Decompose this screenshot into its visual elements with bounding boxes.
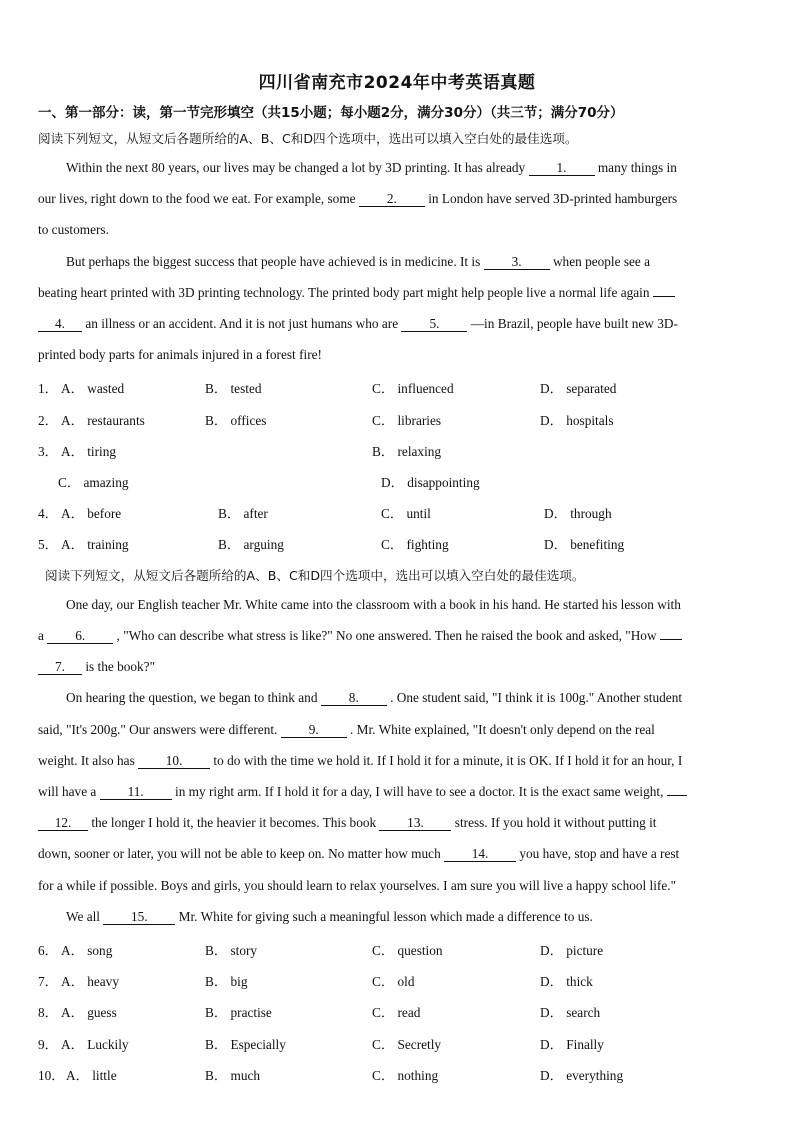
option-a: A． training (61, 537, 129, 552)
question-number: 10． (38, 1068, 65, 1083)
question-number: 8． (38, 1005, 58, 1020)
question-number: 2． (38, 413, 58, 428)
option-c: C． until (381, 506, 431, 521)
option-c: C． amazing (58, 475, 129, 490)
option-d: D． disappointing (381, 475, 480, 490)
option-c: C． question (372, 943, 443, 958)
passage2-line: will have a 11. in my right arm. If I hold it for a day, I will have to see a doctor. It is the exact same weight, (38, 784, 754, 800)
option-a: A． guess (61, 1005, 117, 1020)
option-a: A． wasted (61, 381, 125, 396)
option-a: A． little (66, 1068, 117, 1083)
option-d: D． thick (540, 974, 593, 989)
passage1-line: printed body parts for animals injured in a forest fire! (38, 347, 322, 362)
option-c: C． Secretly (372, 1037, 442, 1052)
option-d: D． picture (540, 943, 604, 958)
option-a: A． restaurants (61, 413, 145, 428)
option-b: B． story (205, 943, 258, 958)
option-a: A． before (61, 506, 122, 521)
option-b: B． relaxing (372, 444, 442, 459)
option-a: A． Luckily (61, 1037, 129, 1052)
passage1-line: 4. an illness or an accident. And it is not just humans who are 5. —in Brazil, people have built new 3D- (38, 316, 754, 332)
passage1-line: Within the next 80 years, our lives may be changed a lot by 3D printing. It has already 1. many things in (66, 160, 677, 175)
option-b: B． arguing (218, 537, 284, 552)
passage2-line: a 6. , "Who can describe what stress is like?" No one answered. Then he raised the book and asked, "How (38, 628, 754, 644)
blank-7-start (660, 639, 682, 640)
question-number: 7． (38, 974, 58, 989)
blank-13: 13. (379, 816, 451, 831)
page-title: 四川省南充市2024年中考英语真题 (258, 73, 536, 93)
blank-6: 6. (47, 629, 113, 644)
blank-8: 8. (321, 691, 387, 706)
blank-3: 3. (484, 255, 550, 270)
option-a: A． heavy (61, 974, 119, 989)
option-c: C． influenced (372, 381, 454, 396)
option-b: B． tested (205, 381, 262, 396)
passage2-line: weight. It also has 10. to do with the time we hold it. If I hold it for a minute, it is OK. If I hold it for an hour, I (38, 753, 683, 768)
section-heading: 一、第一部分：读，第一节完形填空（共15小题；每小题2分，满分30分）（共三节；满分70分） (38, 105, 624, 121)
blank-14: 14. (444, 847, 516, 862)
option-d: D． hospitals (540, 413, 614, 428)
instruction-1: 阅读下列短文，从短文后各题所给的A、B、C和D四个选项中，选出可以填入空白处的最佳选项。 (38, 131, 578, 146)
question-number: 4． (38, 506, 58, 521)
option-b: B． Especially (205, 1037, 286, 1052)
option-a: A． song (61, 943, 113, 958)
passage1-line: But perhaps the biggest success that people have achieved is in medicine. It is 3. when people see a (66, 254, 651, 269)
blank-12-start (667, 795, 687, 796)
passage2-line: for a while if possible. Boys and girls, you should learn to relax yourselves. I am sure you will live a happy school life." (38, 878, 677, 893)
blank-4: 4. (38, 317, 82, 332)
option-a: A． tiring (61, 444, 117, 459)
option-c: C． old (372, 974, 415, 989)
question-number: 1． (38, 381, 58, 396)
passage2-line: On hearing the question, we began to think and 8. . One student said, "I think it is 100g." Another student (66, 690, 683, 705)
blank-1: 1. (529, 161, 595, 176)
passage2-line: One day, our English teacher Mr. White came into the classroom with a book in his hand. He started his lesson with (66, 597, 681, 612)
passage2-line: said, "It's 200g." Our answers were different. 9. . Mr. White explained, "It doesn't only depend on the real (38, 722, 655, 737)
blank-9: 9. (281, 723, 347, 738)
instruction-2: 阅读下列短文，从短文后各题所给的A、B、C和D四个选项中，选出可以填入空白处的最佳选项。 (45, 568, 585, 583)
question-number: 3． (38, 444, 58, 459)
option-c: C． nothing (372, 1068, 439, 1083)
option-d: D． separated (540, 381, 617, 396)
blank-7: 7. (38, 660, 82, 675)
option-d: D． search (540, 1005, 601, 1020)
blank-5: 5. (401, 317, 467, 332)
passage2-line: 7. is the book?" (38, 659, 754, 675)
option-c: C． read (372, 1005, 421, 1020)
blank-11: 11. (100, 785, 172, 800)
blank-12: 12. (38, 816, 88, 831)
option-d: D． benefiting (544, 537, 625, 552)
option-b: B． practise (205, 1005, 272, 1020)
passage1-line: beating heart printed with 3D printing technology. The printed body part might help people live a normal life again (38, 285, 754, 301)
passage2-line: down, sooner or later, you will not be able to keep on. No matter how much 14. you have, stop and have a rest (38, 846, 680, 861)
option-d: D． Finally (540, 1037, 604, 1052)
question-number: 6． (38, 943, 58, 958)
question-number: 5． (38, 537, 58, 552)
passage2-line: We all 15. Mr. White for giving such a meaningful lesson which made a difference to us. (66, 909, 593, 924)
option-b: B． much (205, 1068, 261, 1083)
option-b: B． big (205, 974, 248, 989)
option-d: D． everything (540, 1068, 624, 1083)
option-b: B． offices (205, 413, 267, 428)
option-c: C． fighting (381, 537, 449, 552)
passage1-line: to customers. (38, 222, 109, 237)
blank-10: 10. (138, 754, 210, 769)
blank-2: 2. (359, 192, 425, 207)
question-number: 9． (38, 1037, 58, 1052)
option-d: D． through (544, 506, 612, 521)
blank-4-start (653, 296, 675, 297)
blank-15: 15. (103, 910, 175, 925)
option-b: B． after (218, 506, 268, 521)
option-c: C． libraries (372, 413, 442, 428)
passage1-line: our lives, right down to the food we eat. For example, some 2. in London have served 3D-printed hamburgers (38, 191, 678, 206)
passage2-line: 12. the longer I hold it, the heavier it becomes. This book 13. stress. If you hold it without putting it (38, 815, 754, 831)
